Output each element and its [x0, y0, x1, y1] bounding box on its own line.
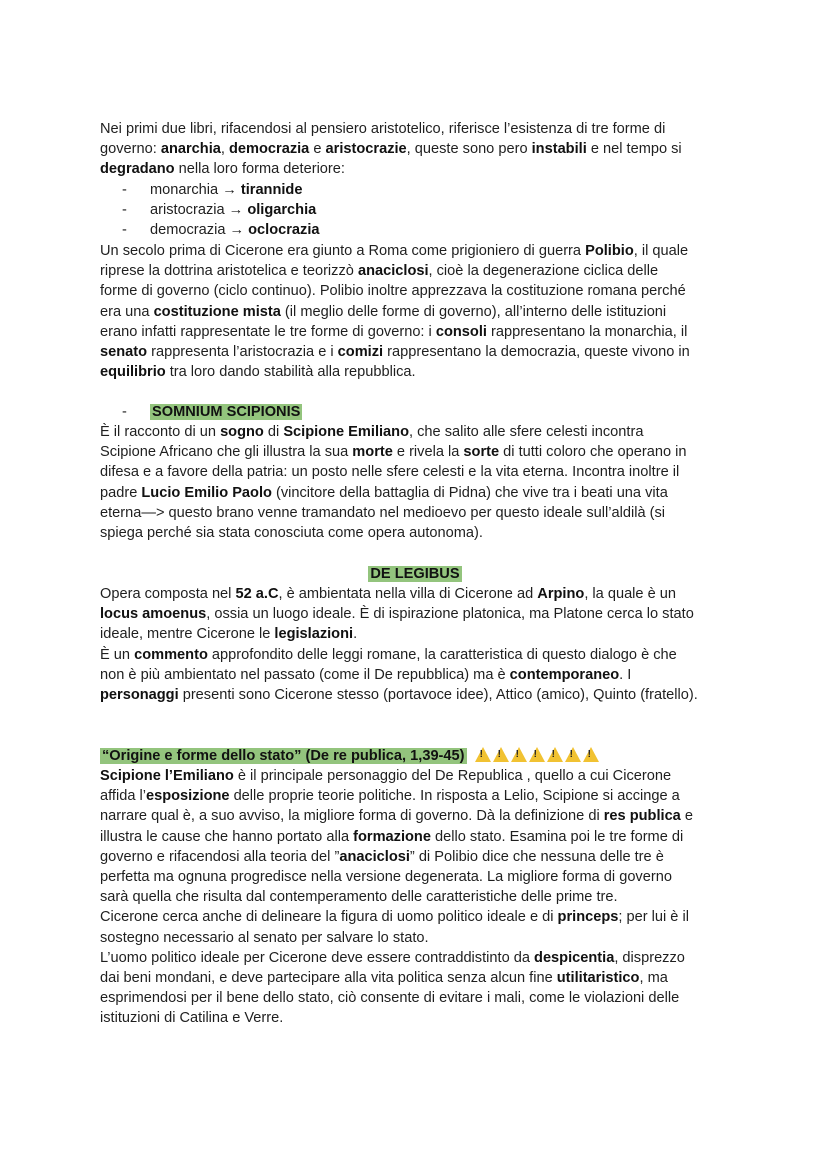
paragraph-forme-governo: Nei primi due libri, rifacendosi al pensiero aristotelico, riferisce l’esistenza di tre forme di governo: anarchia, democrazia e aristocrazie, queste sono pero instabili e nel tempo si degradano nella loro forma deteriore: — [100, 121, 682, 178]
list-item: - democrazia → oclocrazia — [122, 222, 320, 238]
paragraph-legibus: Opera composta nel 52 a.C, è ambientata nella villa di Cicerone ad Arpino, la quale è un locus amoenus, ossia un luogo ideale. È di ispirazione platonica, ma Platone cerca lo stato ideale, mentre Cicerone le legislazioni. È un commento approfondito delle leggi romane, la caratteristica di questo dialogo è che non è più ambientato nel passato (come il De repubblica) ma è contemporaneo. I personaggi presenti sono Cicerone stesso (portavoce idee), Attico (amico), Quinto (fratello). — [100, 586, 698, 704]
warning-icon — [565, 747, 581, 762]
warning-icon — [511, 747, 527, 762]
list-item: - monarchia → tirannide — [122, 182, 303, 198]
warning-icon — [475, 747, 491, 762]
paragraph-origine: Scipione l’Emiliano è il principale personaggio del De Republica , quello a cui Cicerone affida l’esposizione delle proprie teorie politiche. In risposta a Lelio, Scipione si accinge a narrare qual è, a suo avviso, la migliore forma di governo. Dà la definizione di res publica e illustra le cause che hanno portato alla formazione dello stato. Esamina poi le tre forme di governo e rifacendosi alla teoria del ”anaciclosi” di Polibio dice che nessuna delle tre è perfetta ma ognuna progredisce nella versione degenerata. La migliore forma di governo sarà quella che risulta dal contemperamento delle caratteristiche delle prime tre. Cicerone cerca anche di delineare la figura di uomo politico ideale e di princeps; per lui è il sostegno necessario al senato per salvare lo stato. L’uomo politico ideale per Cicerone deve essere contraddistinto da despicentia, disprezzo dai beni mondani, e deve partecipare alla vita politica senza alcun fine utilitaristico, ma esprimendosi per il bene dello stato, ciò consente di evitare i mali, come le violazioni delle istituzioni di Catilina e Verre. — [100, 768, 693, 1027]
legibus-heading: DE LEGIBUS — [370, 566, 460, 582]
somnium-heading: - SOMNIUM SCIPIONIS — [122, 404, 301, 420]
warning-icon — [529, 747, 545, 762]
origine-heading: “Origine e forme dello stato” (De re publica, 1,39-45) !!!!!!! — [100, 746, 730, 766]
list-item: - aristocrazia → oligarchia — [122, 202, 317, 218]
warning-icon — [583, 747, 599, 762]
paragraph-polibio: Un secolo prima di Cicerone era giunto a Roma come prigioniero di guerra Polibio, il quale riprese la dottrina aristotelica e teorizzò anaciclosi, cioè la degenerazione ciclica delle forme di governo (ciclo continuo). Polibio inoltre apprezzava la costituzione romana perché era una costituzione mista (il meglio delle forme di governo), all’interno delle istituzioni erano infatti rappresentate le tre forme di governo: i consoli rappresentano la monarchia, il senato rappresenta l’aristocrazia e i comizi rappresentano la democrazia, queste vivono in equilibrio tra loro dando stabilità alla repubblica. — [100, 243, 690, 381]
warning-icon — [547, 747, 563, 762]
paragraph-somnium: È il racconto di un sogno di Scipione Emiliano, che salito alle sfere celesti incontra Scipione Africano che gli illustra la sua morte e rivela la sorte di tutti coloro che operano in difesa e a favore della patria: un posto nelle sfere celesti e la vita eterna. Incontra inoltre il padre Lucio Emilio Paolo (vincitore della battaglia di Pidna) che vive tra i beati una vita eterna—> questo brano venne tramandato nel medioevo per questo ideale sull’aldilà (si spiega perché sia stata conosciuta come opera autonoma). — [100, 424, 687, 542]
warning-icons — [475, 748, 601, 764]
warning-icon — [493, 747, 509, 762]
